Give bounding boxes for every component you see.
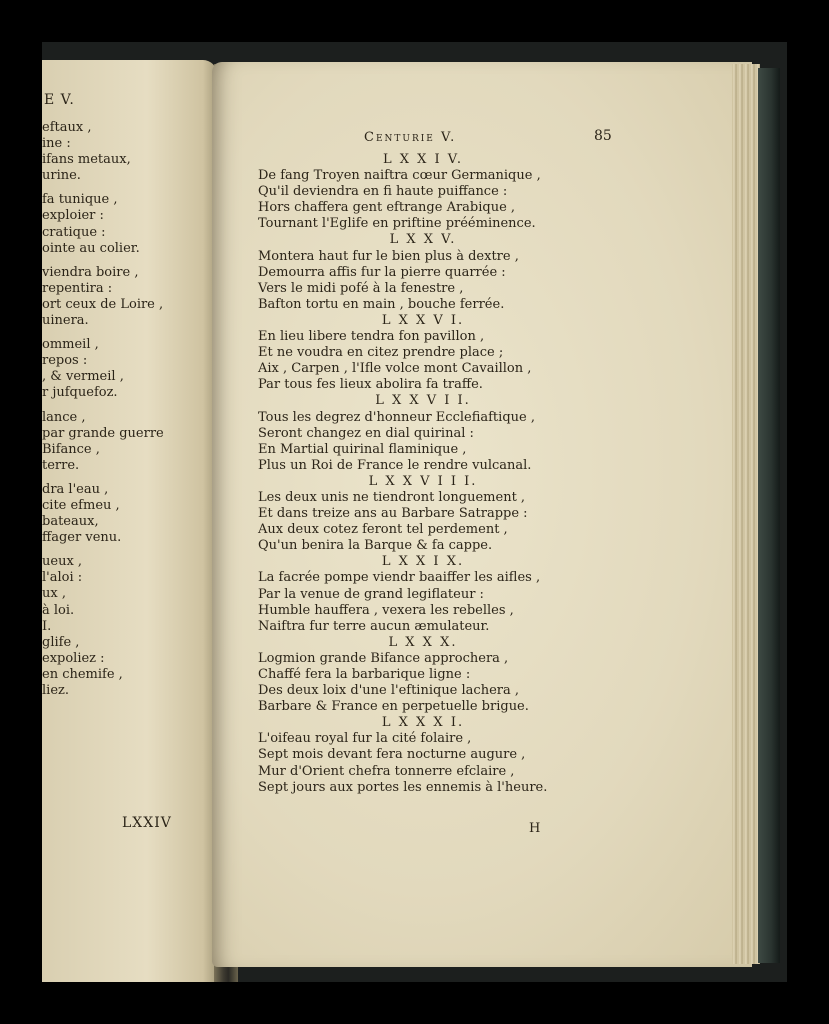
text-line: I. [42, 618, 52, 634]
running-head: Centurie V. [364, 130, 457, 145]
quatrain-number: L X X V I I I. [368, 473, 478, 489]
verse-line: Humble hauffera , vexera les rebelles , [258, 602, 514, 618]
text-line: en chemife , [42, 666, 123, 682]
verse-line: L'oifeau royal fur la cité folaire , [258, 731, 472, 747]
verse-line: Par la venue de grand legiflateur : [258, 586, 484, 602]
verse-line: Vers le midi pofé à la fenestre , [258, 280, 464, 296]
stanza-gap [42, 184, 164, 192]
text-line: dra l'eau , [42, 481, 109, 497]
verse-line: Par tous fes lieux abolira fa traffe. [258, 377, 483, 393]
text-line: bateaux, [42, 514, 99, 530]
verse-line: Et ne voudra en citez prendre place ; [258, 345, 504, 361]
verse-line: Des deux loix d'une l'eftinique lachera , [258, 683, 519, 699]
quatrain-number: L X X I X. [381, 554, 465, 570]
verse-line: Plus un Roi de France le rendre vulcanal. [258, 457, 532, 473]
text-line: ommeil , [42, 337, 99, 353]
verse-line: Logmion grande Bifance approchera , [258, 650, 509, 666]
verse-line: Tournant l'Eglife en priftine prééminence. [258, 216, 536, 232]
verse-line: Aux deux cotez feront tel perdement , [258, 522, 508, 538]
text-line: liez. [42, 683, 69, 698]
left-running-head: E V. [44, 92, 75, 108]
text-line: urine. [42, 168, 81, 184]
verse-line: Qu'un benira la Barque & fa cappe. [258, 538, 493, 554]
text-line: par grande guerre [42, 425, 164, 441]
verse-line: Seront changez en dial quirinal : [258, 425, 474, 441]
quatrain-number: L X X V I I. [375, 393, 471, 409]
quatrain-number: L X X V I. [381, 312, 465, 328]
verse-line: Qu'il deviendra en fi haute puiffance : [258, 184, 508, 200]
quatrain-number: L X X X. [388, 634, 458, 650]
text-line: glife , [42, 634, 80, 650]
text-line: ifans metaux, [42, 152, 131, 168]
text-line: cite efmeu , [42, 497, 120, 513]
signature-mark: H [529, 821, 541, 836]
verse-line: Demourra affis fur la pierre quarrée : [258, 264, 506, 280]
book-cover-edge [758, 68, 780, 963]
stanza-gap [42, 546, 164, 554]
catchword: LXXIV [122, 815, 172, 831]
text-line: ort ceux de Loire , [42, 296, 164, 312]
text-line: ffager venu. [42, 530, 122, 546]
text-line: ine : [42, 136, 71, 152]
left-page-text [42, 120, 164, 699]
text-line: ointe au colier. [42, 240, 140, 256]
text-line: ux , [42, 586, 66, 602]
quatrain-number: L X X V. [389, 232, 457, 248]
text-line: Bifance , [42, 441, 100, 457]
text-line: uinera. [42, 313, 89, 329]
verse-line: En lieu libere tendra fon pavillon , [258, 329, 485, 345]
verse-line: Les deux unis ne tiendront longuement , [258, 489, 526, 505]
quatrain-number: L X X X I. [381, 715, 465, 731]
text-line: viendra boire , [42, 264, 139, 280]
verse-line: La facrée pompe viendr baaiffer les aifles , [258, 570, 541, 586]
text-line: r jufquefoz. [42, 385, 118, 401]
stanza-gap [42, 402, 164, 410]
verse-line: Tous les degrez d'honneur Ecclefiaftique , [258, 409, 535, 425]
text-line: l'aloi : [42, 570, 83, 586]
verse-line: En Martial quirinal flaminique , [258, 441, 467, 457]
verse-line: Aix , Carpen , l'Ifle volce mont Cavaillon , [258, 361, 532, 377]
text-line: repentira : [42, 280, 113, 296]
text-line: ueux , [42, 554, 83, 570]
text-line: eftaux , [42, 120, 92, 135]
stanza-gap [42, 474, 164, 482]
book-scan [42, 42, 787, 982]
text-line: expoliez : [42, 650, 105, 666]
text-line: à loi. [42, 602, 75, 618]
text-line: cratique : [42, 224, 106, 240]
verse-line: Hors chaffera gent eftrange Arabique , [258, 200, 516, 216]
verse-line: Sept jours aux portes les ennemis à l'heure. [258, 779, 548, 795]
text-line: fa tunique , [42, 192, 118, 208]
page-number: 85 [594, 128, 612, 144]
stanza-gap [42, 257, 164, 265]
verse-line: Et dans treize ans au Barbare Satrappe : [258, 506, 528, 522]
verse-line: Barbare & France en perpetuelle brigue. [258, 699, 529, 715]
verse-line: Mur d'Orient chefra tonnerre efclaire , [258, 763, 515, 779]
text-line: , & vermeil , [42, 369, 124, 385]
verse-line: De fang Troyen naiftra cœur Germanique , [258, 168, 541, 184]
text-line: terre. [42, 457, 80, 473]
text-line: exploier : [42, 208, 104, 224]
verse-line: Montera haut fur le bien plus à dextre , [258, 248, 519, 264]
stanza-gap [42, 329, 164, 337]
verse-line: Naiftra fur terre aucun æmulateur. [258, 618, 490, 634]
verse-line: Bafton tortu en main , bouche ferrée. [258, 296, 505, 312]
verse-line: Sept mois devant fera nocturne augure , [258, 747, 526, 763]
verse-line: Chaffé fera la barbarique ligne : [258, 667, 471, 682]
text-line: lance , [42, 409, 86, 425]
page-edges [732, 64, 760, 964]
text-line: repos : [42, 353, 88, 369]
quatrain-number: L X X I V. [382, 152, 464, 167]
right-page-text [258, 152, 588, 796]
